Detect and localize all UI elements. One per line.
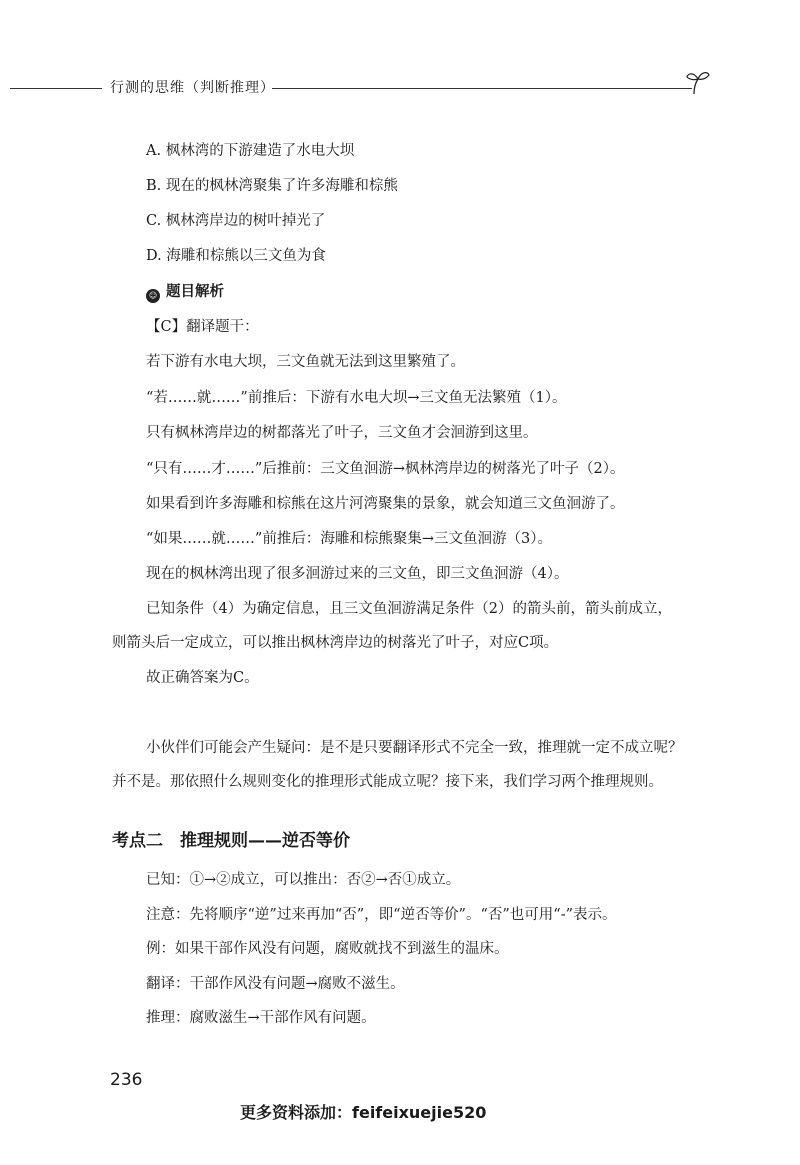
header-title: 行测的思维（判断推理） [110,80,275,96]
analysis-line: 则箭头后一定成立，可以推出枫林湾岸边的树落光了叶子，对应C项。 [112,635,559,651]
analysis-title: 题目解析 [166,284,224,300]
section-line: 已知：①→②成立，可以推出：否②→否①成立。 [146,872,461,888]
option-b: B. 现在的枫林湾聚集了许多海雕和棕熊 [146,178,398,194]
analysis-line: 如果看到许多海雕和棕熊在这片河湾聚集的景象，就会知道三文鱼洄游了。 [146,496,625,512]
section-line: 推理：腐败滋生→干部作风有问题。 [146,1010,376,1026]
analysis-line: 只有枫林湾岸边的树都落光了叶子，三文鱼才会洄游到这里。 [146,425,538,441]
analysis-line: “只有……才……”后推前：三文鱼洄游→枫林湾岸边的树落光了叶子（2）。 [146,461,625,477]
option-c: C. 枫林湾岸边的树叶掉光了 [146,213,326,229]
analysis-icon: ☺ [146,289,160,303]
option-a: A. 枫林湾的下游建造了水电大坝 [146,143,355,159]
section-line: 翻译：干部作风没有问题→腐败不滋生。 [146,976,405,992]
analysis-line: “若……就……”前推后：下游有水电大坝→三文鱼无法繁殖（1）。 [146,390,567,406]
option-d: D. 海雕和棕熊以三文鱼为食 [146,248,326,264]
footer-note: 更多资料添加：feifeixuejie520 [240,1103,487,1122]
section-heading: 考点二 推理规则——逆否等价 [112,831,350,851]
paragraph-line: 并不是。那依照什么规则变化的推理形式能成立呢？接下来，我们学习两个推理规则。 [112,774,663,790]
analysis-line: 若下游有水电大坝，三文鱼就无法到这里繁殖了。 [146,354,465,370]
analysis-line: 已知条件（4）为确定信息，且三文鱼洄游满足条件（2）的箭头前，箭头前成立， [146,601,672,617]
analysis-line: “如果……就……”前推后：海雕和棕熊聚集→三文鱼洄游（3）。 [146,531,552,547]
running-header [0,68,800,98]
sprout-icon [684,68,712,96]
paragraph-line: 小伙伴们可能会产生疑问：是不是只要翻译形式不完全一致，推理就一定不成立呢？ [146,740,683,756]
section-line: 注意：先将顺序“逆”过来再加“否”，即“逆否等价”。“否”也可用“-”表示。 [146,907,617,923]
header-rule-left [10,88,102,89]
header-rule-right [272,88,692,89]
analysis-heading [146,282,224,303]
analysis-line: 【C】翻译题干： [146,319,259,335]
analysis-line: 现在的枫林湾出现了很多洄游过来的三文鱼，即三文鱼洄游（4）。 [146,566,569,582]
page-number: 236 [110,1070,143,1090]
section-line: 例：如果干部作风没有问题，腐败就找不到滋生的温床。 [146,941,509,957]
analysis-answer: 故正确答案为C。 [146,670,259,686]
